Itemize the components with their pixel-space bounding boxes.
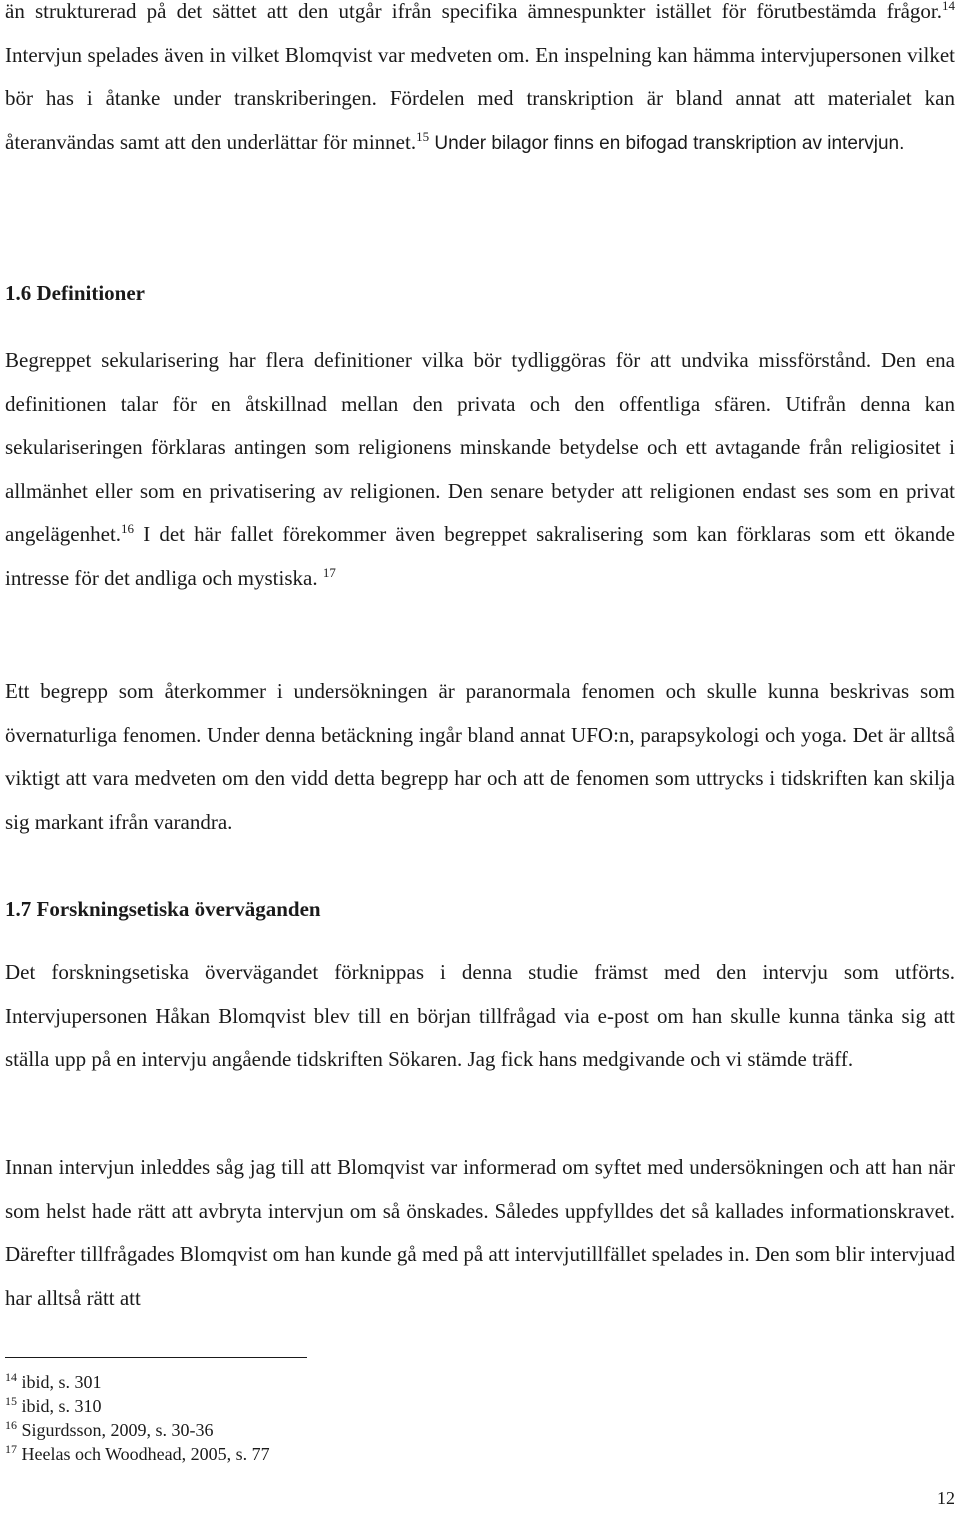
footnote-item [5, 1418, 270, 1442]
footnote-divider [5, 1357, 307, 1358]
footnote-ref-14: 14 [942, 0, 955, 13]
footnote-item [5, 1370, 270, 1394]
footnote-text: ibid, s. 301 [17, 1372, 102, 1392]
page-number: 12 [937, 1488, 955, 1508]
footnote-list [5, 1370, 270, 1466]
section-heading-forskningsetiska: 1.7 Forskningsetiska överväganden [5, 897, 321, 921]
footnote-ref-16: 16 [121, 521, 135, 536]
footnote-ref-15: 15 [416, 128, 430, 144]
paragraph-text: Begreppet sekularisering har flera definitioner vilka bör tydliggöras för att undvika missförstånd. Den ena definitionen talar för en åtskillnad mellan den privata och den offentliga sfären. Utifrån denna kan sekulariseringen förklaras antingen som religionens minskande betydelse och ett avtagande från religiositet i allmänhet eller som en privatisering av religionen. Den senare betyder att religionen endast ses som en privat angelägenhet. [5, 348, 955, 546]
paragraph-text: Intervjun spelades även in vilket Blomqvist var medveten om. En inspelning kan hämma intervjupersonen vilket bör has i åtanke under transkriberingen. Fördelen med transkription är bland annat att materialet kan återanvändas samt att den underlättar för minnet. [5, 42, 955, 154]
paragraph-interview-method [5, 0, 955, 165]
paragraph-text: Under bilagor finns en bifogad transkription av intervjun. [429, 132, 905, 154]
section-heading-definitioner: 1.6 Definitioner [5, 281, 145, 305]
footnote-number: 16 [5, 1418, 17, 1432]
footnote-item [5, 1442, 270, 1466]
footnote-text: Heelas och Woodhead, 2005, s. 77 [17, 1444, 270, 1464]
paragraph-sekularisering [5, 339, 955, 600]
footnote-text: ibid, s. 310 [17, 1396, 102, 1416]
paragraph-text: I det här fallet förekommer även begreppet sakralisering som kan förklaras som ett ökande intresse för det andliga och mystiska. [5, 522, 955, 590]
paragraph-informationskravet: Innan intervjun inleddes såg jag till att Blomqvist var informerad om syftet med undersökningen och att han när som helst hade rätt att avbryta intervjun om så önskades. Således uppfylldes det så kallades informationskravet. Därefter tillfrågades Blomqvist om han kunde gå med på att intervjutillfället spelades in. Den som blir intervjuad har alltså rätt att [5, 1155, 955, 1310]
paragraph-forskningsetiska: Det forskningsetiska övervägandet förknippas i denna studie främst med den intervju som utförts. Intervjupersonen Håkan Blomqvist blev till en början tillfrågad via e-post om han skulle kunna tänka sig att ställa upp på en intervju angående tidskriften Sökaren. Jag fick hans medgivande och vi stämde träff. [5, 960, 955, 1071]
footnote-number: 17 [5, 1442, 17, 1456]
footnote-number: 15 [5, 1394, 17, 1408]
footnote-ref-17: 17 [322, 564, 336, 580]
paragraph-text: än strukturerad på det sättet att den utgår ifrån specifika ämnespunkter istället för förutbestämda frågor. [5, 0, 942, 23]
paragraph-paranormala-fenomen: Ett begrepp som återkommer i undersökningen är paranormala fenomen och skulle kunna beskrivas som övernaturliga fenomen. Under denna betäckning ingår bland annat UFO:n, parapsykologi och yoga. Det är alltså viktigt att vara medveten om den vidd detta begrepp har och att de fenomen som uttrycks i tidskriften kan skilja sig markant ifrån varandra. [5, 679, 955, 834]
footnote-item [5, 1394, 270, 1418]
footnote-number: 14 [5, 1370, 17, 1384]
footnote-text: Sigurdsson, 2009, s. 30-36 [17, 1420, 214, 1440]
